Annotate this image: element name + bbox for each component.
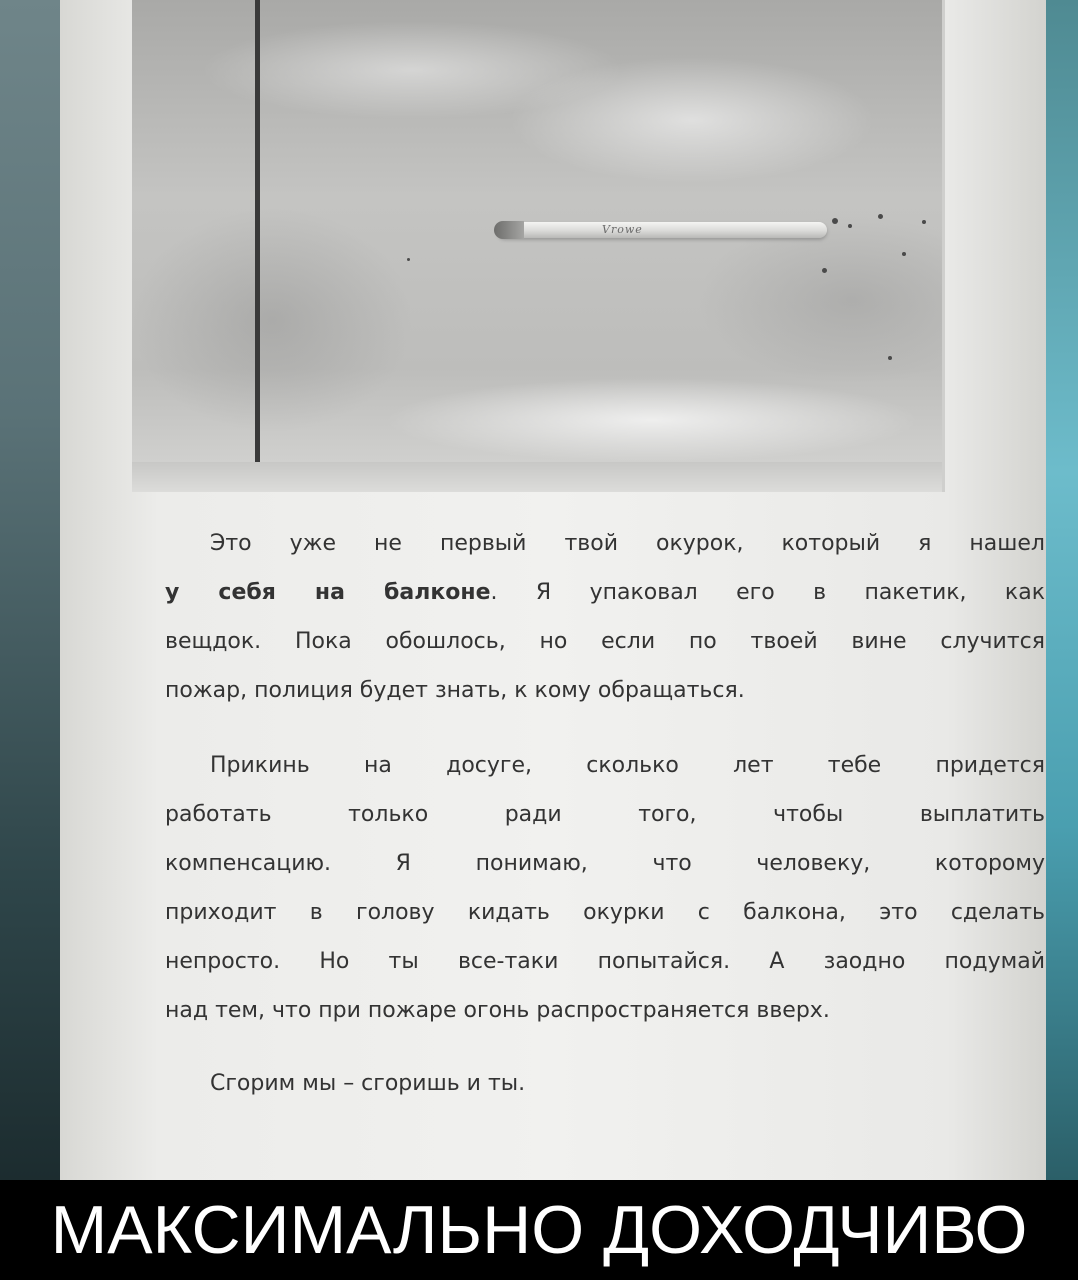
paragraph2-line2: работать только ради того, чтобы выплатить (165, 802, 1045, 827)
ash-spot (832, 218, 838, 224)
paragraph2-line1: Прикинь на досуге, сколько лет тебе придется (210, 753, 1045, 778)
paragraph3-line1: Сгорим мы – сгоришь и ты. (210, 1071, 526, 1096)
paragraph2-line6: над тем, что при пожаре огонь распространяется вверх. (165, 998, 830, 1023)
ash-spot (902, 252, 906, 256)
paragraph1-line3: вещдок. Пока обошлось, но если по твоей вине случится (165, 629, 1045, 654)
paragraph1-line1: Это уже не первый твой окурок, который я нашел (210, 531, 1045, 556)
wall-left (0, 0, 62, 1180)
caption-text: МАКСИМАЛЬНО ДОХОДЧИВО (50, 1192, 1028, 1268)
cigarette-photo (132, 0, 945, 492)
bold-phrase: у себя на балконе (165, 580, 491, 605)
ash-spot (407, 258, 410, 261)
cigarette-brand-text: Vrowe (602, 223, 643, 236)
paragraph2-line3: компенсацию. Я понимаю, что человеку, которому (165, 851, 1045, 876)
paragraph2-line5: непросто. Но ты все-таки попытайся. А заодно подумай (165, 949, 1045, 974)
paragraph1-line2 (165, 577, 1045, 609)
paragraph2-line4: приходит в голову кидать окурки с балкона, это сделать (165, 900, 1045, 925)
printed-note (60, 0, 1046, 1180)
paragraph1-line2-rest: . Я упаковал его в пакетик, как (490, 580, 1045, 605)
cigarette-butt (497, 222, 827, 238)
ash-spot (878, 214, 883, 219)
balcony-railing (255, 0, 260, 462)
photo-floor (132, 462, 942, 492)
ash-spot (848, 224, 852, 228)
cigarette-filter (494, 221, 524, 239)
wall-right (1044, 0, 1078, 1180)
ash-spot (822, 268, 827, 273)
ash-spot (922, 220, 926, 224)
ash-spot (888, 356, 892, 360)
paragraph1-line4: пожар, полиция будет знать, к кому обращаться. (165, 678, 745, 703)
caption-bar (0, 1180, 1078, 1280)
